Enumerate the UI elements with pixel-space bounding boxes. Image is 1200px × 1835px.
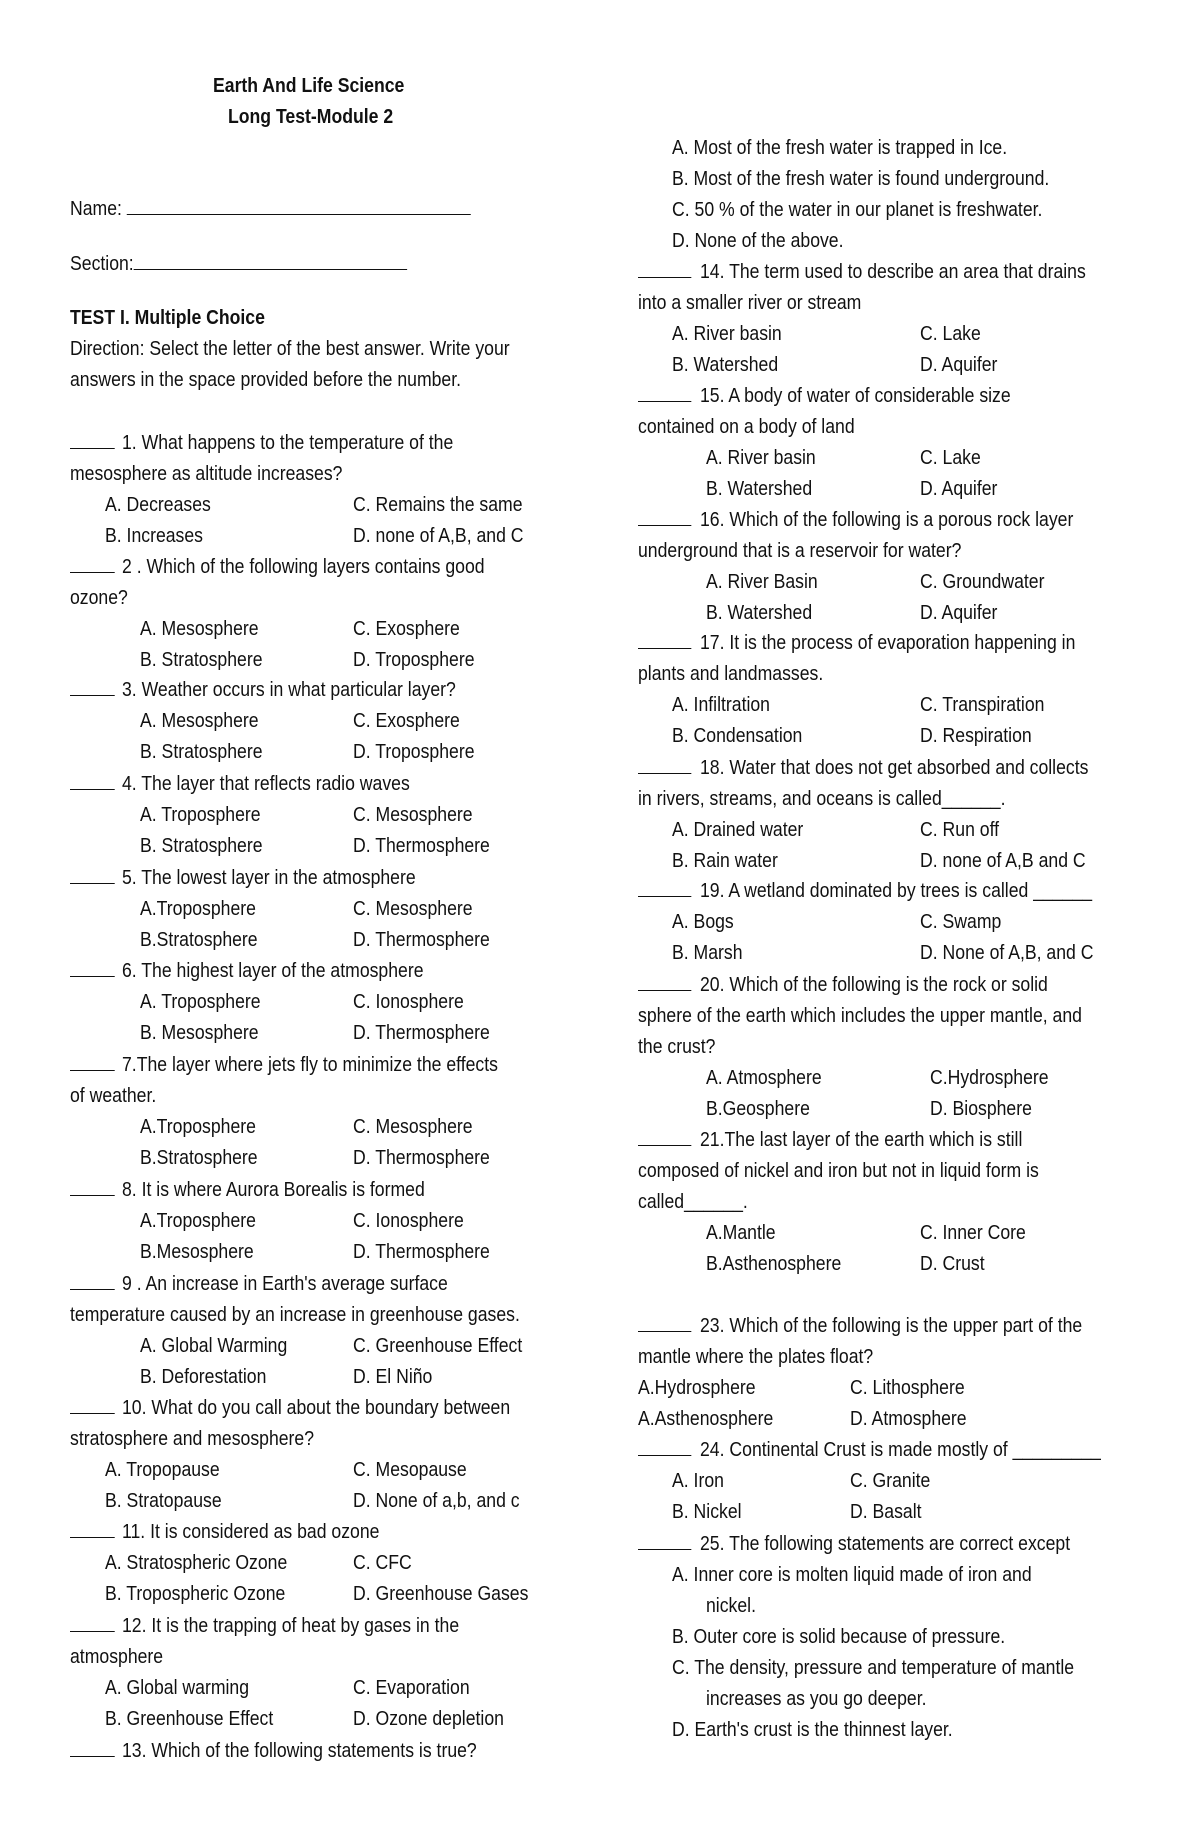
question-text: mantle where the plates float? (638, 1344, 874, 1368)
answer-blank[interactable] (638, 256, 691, 287)
document-subtitle: Long Test-Module 2 (228, 105, 394, 128)
answer-option: increases as you go deeper. (706, 1686, 927, 1710)
test-heading: TEST I. Multiple Choice (70, 306, 265, 329)
answer-option: A. Global Warming (140, 1333, 288, 1357)
answer-option: A.Troposphere (140, 896, 256, 920)
answer-blank[interactable] (638, 752, 691, 783)
answer-option: D. Aquifer (920, 352, 998, 376)
question-text: called______. (638, 1189, 748, 1213)
question-text: 8. It is where Aurora Borealis is formed (122, 1178, 425, 1201)
answer-option: B.Stratosphere (140, 927, 258, 951)
answer-option: B. Stratosphere (140, 833, 263, 857)
answer-option: B. Mesosphere (140, 1020, 259, 1044)
answer-blank[interactable] (70, 1268, 115, 1299)
answer-option: C. Mesosphere (353, 896, 473, 920)
answer-option: nickel. (706, 1593, 756, 1617)
answer-option: A. Troposphere (140, 989, 261, 1013)
answer-option: A. River Basin (706, 569, 818, 593)
question-text: into a smaller river or stream (638, 290, 862, 314)
answer-blank[interactable] (638, 1124, 691, 1155)
question-text: of weather. (70, 1083, 157, 1107)
answer-option: B. Watershed (706, 600, 813, 624)
answer-blank[interactable] (638, 875, 691, 906)
answer-option: D. Thermosphere (353, 927, 490, 951)
answer-blank[interactable] (70, 1392, 115, 1423)
name-blank[interactable] (127, 213, 471, 215)
answer-blank[interactable] (70, 551, 115, 582)
answer-option: D. Thermosphere (353, 1145, 490, 1169)
answer-option: B. Marsh (672, 940, 743, 964)
question-text: 7.The layer where jets fly to minimize the effects (122, 1053, 498, 1076)
answer-blank[interactable] (70, 1735, 115, 1766)
answer-option: C. Lithosphere (850, 1375, 965, 1399)
question-text: 17. It is the process of evaporation happening in (700, 631, 1076, 654)
direction-line-2: answers in the space provided before the number. (70, 368, 462, 391)
answer-option: C. Transpiration (920, 692, 1045, 716)
answer-option: D. Basalt (850, 1499, 922, 1523)
answer-option: A. River basin (672, 321, 782, 345)
question-text: 6. The highest layer of the atmosphere (122, 959, 424, 982)
answer-option: B. Condensation (672, 723, 803, 747)
name-label: Name: (70, 193, 471, 224)
question-text: 20. Which of the following is the rock or solid (700, 973, 1048, 996)
answer-option: A. River basin (706, 445, 816, 469)
answer-blank[interactable] (70, 427, 115, 458)
answer-blank[interactable] (70, 955, 115, 986)
answer-blank[interactable] (638, 627, 691, 658)
question-text: 1. What happens to the temperature of the (122, 431, 454, 454)
answer-option: C. Greenhouse Effect (353, 1333, 523, 1357)
document-title: Earth And Life Science (213, 74, 405, 97)
answer-option: C. Mesopause (353, 1457, 467, 1481)
answer-option: B. Most of the fresh water is found underground. (672, 166, 1050, 190)
answer-blank[interactable] (638, 1434, 691, 1465)
answer-option: B. Nickel (672, 1499, 742, 1523)
answer-option: A. Iron (672, 1468, 724, 1492)
answer-option: B. Deforestation (140, 1364, 267, 1388)
answer-option: C. Remains the same (353, 492, 523, 516)
answer-blank[interactable] (70, 1174, 115, 1205)
answer-option: C. Exosphere (353, 708, 460, 732)
question-text: 16. Which of the following is a porous rock layer (700, 508, 1074, 531)
answer-option: B.Mesosphere (140, 1239, 254, 1263)
answer-option: D. Aquifer (920, 600, 998, 624)
answer-option: B. Rain water (672, 848, 778, 872)
answer-option: B.Stratosphere (140, 1145, 258, 1169)
answer-option: A. Bogs (672, 909, 734, 933)
question-text: 12. It is the trapping of heat by gases in the (122, 1614, 460, 1637)
answer-option: B. Stratosphere (140, 739, 263, 763)
answer-option: A. Atmosphere (706, 1065, 822, 1089)
answer-option: C. Swamp (920, 909, 1002, 933)
answer-blank[interactable] (638, 1310, 691, 1341)
answer-option: D. none of A,B, and C (353, 523, 524, 547)
question-text: in rivers, streams, and oceans is called______. (638, 786, 1006, 810)
question-text: 19. A wetland dominated by trees is called ______ (700, 879, 1093, 902)
answer-option: A.Troposphere (140, 1208, 256, 1232)
answer-option: B.Geosphere (706, 1096, 810, 1120)
question-text: 24. Continental Crust is made mostly of _________ (700, 1438, 1101, 1461)
answer-option: D. Thermosphere (353, 833, 490, 857)
question-text: temperature caused by an increase in greenhouse gases. (70, 1302, 520, 1326)
answer-option: B. Increases (105, 523, 203, 547)
answer-blank[interactable] (70, 1610, 115, 1641)
answer-option: A. Stratospheric Ozone (105, 1550, 288, 1574)
answer-blank[interactable] (638, 504, 691, 535)
answer-option: A.Mantle (706, 1220, 776, 1244)
answer-blank[interactable] (70, 862, 115, 893)
question-text: 4. The layer that reflects radio waves (122, 772, 410, 795)
answer-option: D. Greenhouse Gases (353, 1581, 529, 1605)
answer-option: C. Inner Core (920, 1220, 1026, 1244)
answer-option: B. Stratosphere (140, 647, 263, 671)
question-text: 13. Which of the following statements is true? (122, 1739, 477, 1762)
question-text: 10. What do you call about the boundary between (122, 1396, 511, 1419)
answer-option: B. Greenhouse Effect (105, 1706, 274, 1730)
question-text: mesosphere as altitude increases? (70, 461, 343, 485)
answer-option: C. CFC (353, 1550, 412, 1574)
answer-option: C. Lake (920, 321, 981, 345)
question-text: 9 . An increase in Earth's average surface (122, 1272, 448, 1295)
answer-option: C. Mesosphere (353, 1114, 473, 1138)
question-text: 14. The term used to describe an area that drains (700, 260, 1086, 283)
section-label: Section: (70, 248, 407, 279)
answer-option: A. Inner core is molten liquid made of iron and (672, 1563, 1032, 1586)
answer-option: C. The density, pressure and temperature of mantle (672, 1655, 1075, 1679)
answer-option: D. Earth's crust is the thinnest layer. (672, 1717, 953, 1741)
answer-option: D. Ozone depletion (353, 1706, 504, 1730)
question-text: 2 . Which of the following layers contains good (122, 555, 485, 578)
question-text: 15. A body of water of considerable size (700, 384, 1011, 407)
answer-option: B. Outer core is solid because of pressure. (672, 1624, 1006, 1648)
section-blank[interactable] (134, 268, 407, 270)
question-text: 5. The lowest layer in the atmosphere (122, 866, 416, 889)
answer-option: D. Aquifer (920, 476, 998, 500)
answer-option: D. none of A,B and C (920, 848, 1086, 872)
answer-option: B. Watershed (672, 352, 779, 376)
answer-option: A. Tropopause (105, 1457, 220, 1481)
question-text: sphere of the earth which includes the upper mantle, and (638, 1003, 1082, 1027)
answer-option: D. Respiration (920, 723, 1032, 747)
answer-blank[interactable] (70, 674, 115, 705)
answer-option: D. None of A,B, and C (920, 940, 1094, 964)
question-text: 23. Which of the following is the upper part of the (700, 1314, 1083, 1337)
answer-option: D. Biosphere (930, 1096, 1032, 1120)
answer-option: D. Crust (920, 1251, 985, 1275)
answer-option: C. Mesosphere (353, 802, 473, 826)
question-text: the crust? (638, 1034, 716, 1058)
answer-option: A. Mesosphere (140, 616, 259, 640)
question-text: 3. Weather occurs in what particular layer? (122, 678, 456, 701)
direction-line-1: Direction: Select the letter of the best answer. Write your (70, 337, 510, 360)
question-text: ozone? (70, 585, 128, 609)
answer-option: C. Evaporation (353, 1675, 470, 1699)
answer-option: A. Decreases (105, 492, 211, 516)
question-text: stratosphere and mesosphere? (70, 1426, 315, 1450)
answer-option: C. Ionosphere (353, 989, 464, 1013)
answer-option: D. Thermosphere (353, 1020, 490, 1044)
answer-option: D. Atmosphere (850, 1406, 967, 1430)
answer-blank[interactable] (70, 1516, 115, 1547)
question-text: 25. The following statements are correct except (700, 1532, 1071, 1555)
answer-option: A. Infiltration (672, 692, 770, 716)
answer-option: A.Hydrosphere (638, 1375, 756, 1399)
answer-option: D. Thermosphere (353, 1239, 490, 1263)
answer-option: C. Run off (920, 817, 1000, 841)
answer-option: A.Asthenosphere (638, 1406, 774, 1430)
answer-option: B. Stratopause (105, 1488, 222, 1512)
answer-option: C. 50 % of the water in our planet is freshwater. (672, 197, 1043, 221)
answer-option: D. None of a,b, and c (353, 1488, 520, 1512)
question-text: composed of nickel and iron but not in liquid form is (638, 1158, 1039, 1182)
answer-option: D. Troposphere (353, 739, 475, 763)
answer-option: C. Lake (920, 445, 981, 469)
answer-blank[interactable] (638, 969, 691, 1000)
answer-option: B.Asthenosphere (706, 1251, 842, 1275)
question-text: contained on a body of land (638, 414, 855, 438)
answer-option: C.Hydrosphere (930, 1065, 1049, 1089)
answer-option: D. Troposphere (353, 647, 475, 671)
answer-blank[interactable] (638, 1528, 691, 1559)
question-text: plants and landmasses. (638, 661, 824, 685)
answer-option: B. Watershed (706, 476, 813, 500)
question-text: 18. Water that does not get absorbed and collects (700, 756, 1089, 779)
answer-option: D. El Niño (353, 1364, 433, 1388)
answer-option: A. Mesosphere (140, 708, 259, 732)
answer-option: A. Most of the fresh water is trapped in Ice. (672, 136, 1008, 159)
question-text: underground that is a reservoir for water? (638, 538, 962, 562)
question-text: 11. It is considered as bad ozone (122, 1520, 380, 1543)
question-text: atmosphere (70, 1644, 164, 1668)
answer-option: A. Drained water (672, 817, 804, 841)
answer-blank[interactable] (70, 1049, 115, 1080)
answer-blank[interactable] (638, 380, 691, 411)
answer-option: A. Troposphere (140, 802, 261, 826)
answer-option: A. Global warming (105, 1675, 250, 1699)
answer-option: C. Exosphere (353, 616, 460, 640)
answer-option: C. Groundwater (920, 569, 1045, 593)
answer-option: B. Tropospheric Ozone (105, 1581, 286, 1605)
answer-option: A.Troposphere (140, 1114, 256, 1138)
answer-option: C. Ionosphere (353, 1208, 464, 1232)
answer-option: C. Granite (850, 1468, 931, 1492)
question-text: 21.The last layer of the earth which is still (700, 1128, 1023, 1151)
answer-blank[interactable] (70, 768, 115, 799)
answer-option: D. None of the above. (672, 228, 844, 252)
